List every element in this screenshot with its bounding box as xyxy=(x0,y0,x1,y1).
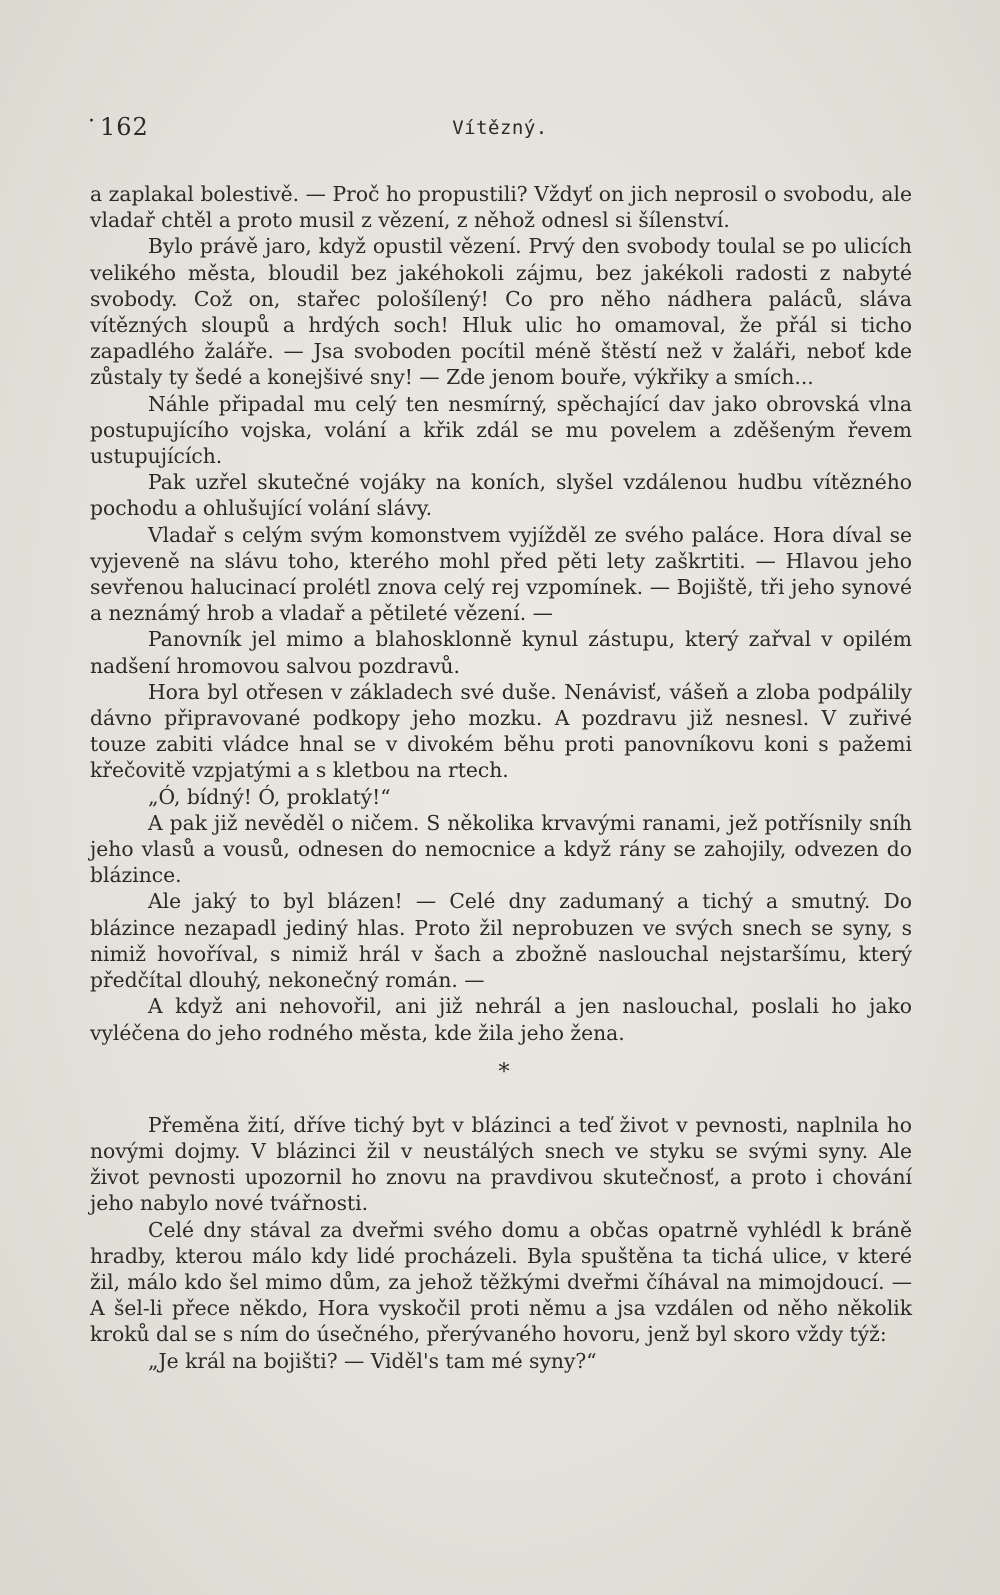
paragraph: a zaplakal bolestivě. — Proč ho propustili? Vždyť on jich neprosil o svobodu, ale vladař chtěl a proto musil z vězení, z něhož odnesl si šílenství. xyxy=(90,182,912,233)
paragraph: Celé dny stával za dveřmi svého domu a občas opatrně vyhlédl k bráně hradby, kterou málo kdy lidé procházeli. Byla spuštěna ta tichá ulice, v které žil, málo kdo šel mimo dům, za jehož těžkými dveřmi číhával na mimojdoucí. — A šel-li přece někdo, Hora vyskočil proti němu a jsa vzdálen od něho několik kroků dal se s ním do úsečného, přerývaného hovoru, jenž byl skoro vždy týž: xyxy=(90,1217,912,1347)
paragraph: „Je král na bojišti? — Viděl's tam mé syny?“ xyxy=(148,1348,597,1373)
paragraph: Přeměna žití, dříve tichý byt v blázinci a teď život v pevnosti, naplnila ho novými dojmy. V blázinci žil v neustálých snech ve styku se svými syny. Ale život pevnosti upozornil ho znovu na pravdivou skutečnosť, a proto i chování jeho nabylo nové tvářnosti. xyxy=(90,1112,912,1216)
paragraph: Panovník jel mimo a blahosklonně kynul zástupu, který zařval v opilém nadšení hromovou salvou pozdravů. xyxy=(90,627,912,678)
paragraph: „Ó, bídný! Ó, proklatý!“ xyxy=(148,784,391,809)
paragraph: Vladař s celým svým komonstvem vyjížděl ze svého paláce. Hora díval se vyjeveně na slávu toho, kterého mohl před pěti lety zaškrtiti. — Hlavou jeho sevřenou halucinací prolétl znova celý rej vzpomínek. — Bojiště, tři jeho synové a neznámý hrob a vladař a pětileté vězení. — xyxy=(90,522,912,626)
body-text xyxy=(90,181,912,1374)
page-number: · 162 xyxy=(100,113,149,141)
paragraph: A když ani nehovořil, ani již nehrál a jen naslouchal, poslali ho jako vyléčena do jeho rodného města, kde žila jeho žena. xyxy=(90,994,912,1045)
paragraph: A pak již nevěděl o ničem. S několika krvavými ranami, jež potřísnily sníh jeho vlasů a vousů, odnesen do nemocnice a když rány se zahojily, odvezen do blázince. xyxy=(90,810,912,888)
paragraph: Bylo právě jaro, když opustil vězení. Prvý den svobody toulal se po ulicích velikého města, bloudil bez jakéhokoli zájmu, bez jakékoli radosti z nabyté svobody. Což on, stařec pološílený! Co pro něho nádhera paláců, sláva vítězných sloupů a hrdých soch! Hluk ulic ho omamoval, že přál si ticho zapadlého žaláře. — Jsa svoboden pocítil méně štěstí než v žaláři, neboť kde zůstaly ty šedé a konejšivé sny! — Zde jenom bouře, výkřiky a smích... xyxy=(90,234,912,390)
paragraph: Pak uzřel skutečné vojáky na koních, slyšel vzdálenou hudbu vítězného pochodu a ohlušující volání slávy. xyxy=(90,470,912,521)
paragraph: Náhle připadal mu celý ten nesmírný, spěchající dav jako obrovská vlna postupujícího vojska, volání a křik zdál se mu povelem a zděšeným řevem ustupujících. xyxy=(90,391,912,469)
paragraph: Ale jaký to byl blázen! — Celé dny zadumaný a tichý a smutný. Do blázince nezapadl jediný hlas. Proto žil neprobuzen ve svých snech se syny, s nimiž hovoříval, s nimiž hrál v šach a zbožně naslouchal nejstaršímu, který předčítal dlouhý, nekonečný román. — xyxy=(90,889,912,993)
section-separator: * xyxy=(498,1059,510,1085)
running-title: Vítězný. xyxy=(452,117,548,139)
page-header xyxy=(88,113,912,149)
paragraph: Hora byl otřesen v základech své duše. Nenávisť, vášeň a zloba podpálily dávno připravované podkopy jeho mozku. A pozdravu již nesnesl. V zuřivé touze zabiti vládce hnal se v divokém běhu proti panovníkovu koni s pažemi křečovitě vzpjatými a s kletbou na rtech. xyxy=(90,679,912,783)
